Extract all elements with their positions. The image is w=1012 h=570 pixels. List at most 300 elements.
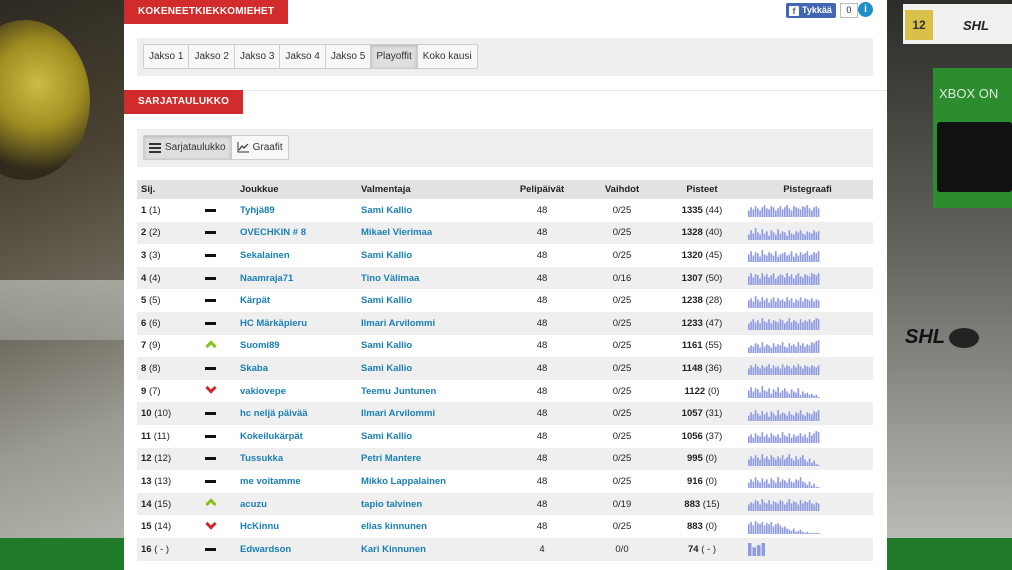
view-tab-0[interactable] xyxy=(143,135,232,160)
sparkline-bar xyxy=(813,396,815,398)
coach-link[interactable]: Sami Kallio xyxy=(361,340,413,352)
sparkline-bar xyxy=(813,484,815,488)
sparkline-bar xyxy=(753,458,755,466)
table-row[interactable] xyxy=(137,425,873,448)
view-tab-1[interactable] xyxy=(231,135,289,160)
sparkline-bar xyxy=(818,209,820,218)
sparkline-bar xyxy=(804,501,806,511)
column-header-trend xyxy=(199,180,236,199)
trades-cell: 0/25 xyxy=(582,470,662,493)
sparkline-bar xyxy=(804,394,806,398)
column-header-points[interactable]: Pisteet xyxy=(662,180,742,199)
sparkline-bar xyxy=(748,483,750,488)
table-row[interactable] xyxy=(137,538,873,561)
points-sparkline xyxy=(748,271,820,285)
trend-same-icon xyxy=(205,277,216,280)
team-link[interactable]: acuzu xyxy=(240,498,267,510)
coach-link[interactable]: Ilmari Arvilommi xyxy=(361,317,436,329)
rank-cell xyxy=(137,470,199,493)
rank: 8 xyxy=(141,362,147,374)
game-days-cell: 48 xyxy=(502,289,582,312)
sparkline-bar xyxy=(766,344,768,353)
points-sparkline xyxy=(748,294,820,308)
sparkline-bar xyxy=(811,273,813,285)
sparkline-bar xyxy=(804,274,806,285)
table-row[interactable] xyxy=(137,515,873,538)
sparkline-bar xyxy=(757,545,761,556)
sparkline-bar xyxy=(784,232,786,240)
sparkline-bar xyxy=(816,487,818,488)
column-header-team[interactable]: Joukkue xyxy=(236,180,357,199)
game-days-cell: 48 xyxy=(502,335,582,358)
previous-rank: (8) xyxy=(148,362,161,374)
team-link[interactable]: Tussukka xyxy=(240,453,284,465)
table-row[interactable] xyxy=(137,289,873,312)
table-row[interactable] xyxy=(137,493,873,516)
sparkline-bar xyxy=(755,296,757,308)
sparkline-bar xyxy=(791,482,793,489)
sparkline-bar xyxy=(753,548,757,557)
sparkline-bar xyxy=(807,231,809,240)
team-link[interactable]: Sekalainen xyxy=(240,249,290,261)
sparkline-bar xyxy=(818,410,820,421)
sparkline-bar xyxy=(793,415,795,420)
period-tab-4[interactable]: Jakso 5 xyxy=(325,44,371,69)
column-header-coach[interactable]: Valmentaja xyxy=(357,180,502,199)
sparkline-bar xyxy=(804,298,806,308)
sparkline-bar xyxy=(768,438,770,443)
sparkline-bar xyxy=(813,460,815,465)
sparkline-bar xyxy=(818,503,820,511)
sparkline-bar xyxy=(791,345,793,353)
points: 1233 xyxy=(681,317,703,329)
sparkline-bar xyxy=(807,252,809,263)
sparkline-bar xyxy=(816,254,818,263)
sparkline-bar xyxy=(807,485,809,488)
sparkline-bar xyxy=(809,256,811,263)
sparkline-bar xyxy=(777,298,779,308)
points: 883 xyxy=(684,498,701,510)
sparkline-bar xyxy=(807,393,809,398)
sparkline-bar xyxy=(795,437,797,444)
sparkline-bar xyxy=(793,366,795,376)
points: 1056 xyxy=(681,430,703,442)
sparkline-bar xyxy=(773,481,775,489)
sparkline-bar xyxy=(766,256,768,263)
coach-link[interactable]: Ilmari Arvilommi xyxy=(361,408,436,420)
sparkline-bar xyxy=(750,412,752,421)
coach-cell xyxy=(357,380,502,403)
team-cell xyxy=(236,402,357,425)
sparkline-bar xyxy=(802,392,804,399)
coach-link[interactable]: Sami Kallio xyxy=(361,204,413,216)
points-sparkline xyxy=(748,474,820,488)
facebook-like-label: Tykkää xyxy=(802,5,832,15)
sparkline-bar xyxy=(816,318,818,330)
sparkline-bar xyxy=(786,366,788,376)
points-sparkline xyxy=(748,542,820,556)
coach-link[interactable]: tapio talvinen xyxy=(361,498,423,510)
trend-cell xyxy=(199,199,236,222)
sparkline-bar xyxy=(807,299,809,308)
sparkline-bar xyxy=(811,323,813,331)
sparkline-bar xyxy=(813,505,815,512)
coach-link[interactable]: Kari Kinnunen xyxy=(361,543,426,555)
trend-same-icon xyxy=(205,231,216,234)
team-link[interactable]: Edwardson xyxy=(240,543,292,555)
team-link[interactable]: HcKinnu xyxy=(240,521,280,533)
sparkline-bar xyxy=(786,528,788,533)
table-row[interactable] xyxy=(137,470,873,493)
sparkline-bar xyxy=(800,253,802,263)
sparkline-bar xyxy=(748,543,752,556)
sparkline-bar xyxy=(768,500,770,511)
column-header-game-days[interactable]: Pelipäivät xyxy=(502,180,582,199)
coach-link[interactable]: Sami Kallio xyxy=(361,430,413,442)
coach-cell xyxy=(357,335,502,358)
sparkline-bar xyxy=(764,525,766,534)
sparkline-bar xyxy=(748,459,750,466)
sparkline-bar xyxy=(777,344,779,353)
team-link[interactable]: hc neljä päivää xyxy=(240,408,308,420)
sparkline-bar xyxy=(809,209,811,218)
table-row[interactable] xyxy=(137,380,873,403)
coach-cell xyxy=(357,515,502,538)
sparkline-bar xyxy=(755,343,757,353)
sparkline-bar xyxy=(793,234,795,239)
sparkline-bar xyxy=(802,323,804,331)
sparkline-bar xyxy=(816,206,818,217)
sparkline-bar xyxy=(809,395,811,398)
rank: 16 xyxy=(141,543,152,555)
sparkline-bar xyxy=(782,231,784,240)
coach-link[interactable]: Sami Kallio xyxy=(361,249,413,261)
sparkline-bar xyxy=(782,342,784,353)
sparkline-bar xyxy=(786,437,788,444)
points: 916 xyxy=(686,475,703,487)
rank-cell xyxy=(137,267,199,290)
sparkline-bar xyxy=(789,300,791,308)
sparkline-bar xyxy=(775,252,777,263)
team-cell xyxy=(236,199,357,222)
team-cell xyxy=(236,267,357,290)
last-points: (50) xyxy=(705,272,723,284)
sparkline-bar xyxy=(764,437,766,444)
points-graph-cell xyxy=(742,289,873,312)
table-row[interactable] xyxy=(137,267,873,290)
previous-rank: (9) xyxy=(148,340,161,352)
rank-cell xyxy=(137,357,199,380)
points: 883 xyxy=(686,521,703,533)
points-sparkline xyxy=(748,316,820,330)
advertisement-xbox[interactable] xyxy=(933,68,1012,208)
info-icon[interactable]: i xyxy=(858,2,873,17)
sparkline-bar xyxy=(762,297,764,308)
sparkline-bar xyxy=(786,273,788,285)
sparkline-bar xyxy=(784,346,786,353)
table-row[interactable] xyxy=(137,222,873,245)
trend-cell xyxy=(199,402,236,425)
points: 1307 xyxy=(681,272,703,284)
column-header-trades[interactable]: Vaihdot xyxy=(582,180,662,199)
sparkline-bar xyxy=(798,459,800,466)
sparkline-bar xyxy=(777,410,779,421)
sparkline-bar xyxy=(766,523,768,534)
sparkline-bar xyxy=(798,530,800,533)
table-row[interactable] xyxy=(137,312,873,335)
sparkline-bar xyxy=(757,254,759,263)
sparkline-bar xyxy=(753,256,755,263)
table-row[interactable] xyxy=(137,448,873,471)
sparkline-bar xyxy=(771,254,773,263)
points-cell xyxy=(662,493,742,516)
sparkline-bar xyxy=(768,302,770,307)
trend-down-icon xyxy=(205,518,216,529)
sparkline-bar xyxy=(755,365,757,376)
sparkline-bar xyxy=(771,522,773,534)
sparkline-bar xyxy=(807,502,809,511)
trades-cell: 0/25 xyxy=(582,425,662,448)
sparkline-bar xyxy=(800,367,802,376)
sparkline-bar xyxy=(804,366,806,376)
sparkline-bar xyxy=(811,503,813,511)
sparkline-bar xyxy=(809,368,811,376)
table-row[interactable] xyxy=(137,244,873,267)
coach-link[interactable]: Teemu Juntunen xyxy=(361,385,437,397)
sparkline-bar xyxy=(802,369,804,376)
trend-cell xyxy=(199,357,236,380)
sparkline-bar xyxy=(768,459,770,466)
previous-rank: ( - ) xyxy=(154,543,169,555)
trend-same-icon xyxy=(205,457,216,460)
facebook-icon: f xyxy=(789,6,799,16)
period-tab-5[interactable]: Playoffit xyxy=(370,44,417,69)
sparkline-bar xyxy=(764,414,766,421)
sparkline-bar xyxy=(809,345,811,353)
rank-cell xyxy=(137,335,199,358)
sparkline-bar xyxy=(777,523,779,534)
period-tab-1[interactable]: Jakso 2 xyxy=(188,44,234,69)
sparkline-bar xyxy=(757,481,759,489)
sparkline-bar xyxy=(804,415,806,420)
column-header-rank[interactable]: Sij. xyxy=(137,180,199,199)
table-row[interactable] xyxy=(137,402,873,425)
game-days-cell: 48 xyxy=(502,199,582,222)
sparkline-bar xyxy=(804,533,806,534)
sparkline-bar xyxy=(750,522,752,534)
table-row[interactable] xyxy=(137,357,873,380)
sparkline-bar xyxy=(818,366,820,376)
trend-cell xyxy=(199,448,236,471)
sparkline-bar xyxy=(775,279,777,286)
sparkline-bar xyxy=(771,479,773,489)
sparkline-bar xyxy=(800,276,802,285)
sparkline-bar xyxy=(759,483,761,488)
sparkline-bar xyxy=(786,256,788,263)
coach-link[interactable]: Tino Välimaa xyxy=(361,272,420,284)
game-days-cell: 48 xyxy=(502,222,582,245)
game-days-cell: 48 xyxy=(502,470,582,493)
coach-cell xyxy=(357,448,502,471)
team-link[interactable]: HC Märkäpieru xyxy=(240,317,308,329)
sparkline-bar xyxy=(802,343,804,353)
points-sparkline xyxy=(748,361,820,375)
sparkline-bar xyxy=(750,208,752,218)
sparkline-bar xyxy=(764,458,766,466)
sparkline-bar xyxy=(816,368,818,376)
sparkline-bar xyxy=(791,211,793,218)
sparkline-bar xyxy=(786,347,788,352)
points-cell xyxy=(662,402,742,425)
sparkline-bar xyxy=(764,390,766,398)
coach-link[interactable]: elias kinnunen xyxy=(361,521,427,533)
sparkline-bar xyxy=(753,414,755,421)
sparkline-bar xyxy=(773,232,775,240)
rank-cell xyxy=(137,380,199,403)
points-graph-cell xyxy=(742,515,873,538)
sparkline-bar xyxy=(809,300,811,308)
period-tab-3[interactable]: Jakso 4 xyxy=(279,44,325,69)
sparkline-bar xyxy=(768,345,770,353)
background-decoration xyxy=(0,20,90,180)
points-graph-cell xyxy=(742,425,873,448)
sparkline-bar xyxy=(791,369,793,376)
sparkline-bar xyxy=(816,275,818,285)
sparkline-bar xyxy=(766,456,768,466)
sparkline-bar xyxy=(784,388,786,398)
sparkline-bar xyxy=(793,321,795,331)
sparkline-bar xyxy=(753,368,755,376)
points: 1328 xyxy=(681,227,703,239)
sparkline-bar xyxy=(818,432,820,443)
team-link[interactable]: me voitamme xyxy=(240,475,301,487)
team-link[interactable]: Suomi89 xyxy=(240,340,280,352)
sparkline-bar xyxy=(789,394,791,398)
sparkline-bar xyxy=(795,456,797,466)
team-link[interactable]: Kokeilukärpät xyxy=(240,430,303,442)
sparkline-bar xyxy=(784,277,786,285)
sparkline-bar xyxy=(775,234,777,239)
sparkline-bar xyxy=(748,415,750,420)
sparkline-bar xyxy=(759,459,761,466)
period-tab-6[interactable]: Koko kausi xyxy=(417,44,478,69)
sparkline-bar xyxy=(802,301,804,308)
sparkline-bar xyxy=(766,298,768,308)
sparkline-bar xyxy=(750,273,752,285)
sparkline-bar xyxy=(750,435,752,444)
view-tab-label: Graafit xyxy=(252,142,283,153)
previous-rank: (3) xyxy=(148,249,161,261)
coach-link[interactable]: Petri Mantere xyxy=(361,453,422,465)
team-link[interactable]: Tyhjä89 xyxy=(240,204,275,216)
team-link[interactable]: OVECHKIN # 8 xyxy=(240,227,306,239)
sparkline-bar xyxy=(791,323,793,331)
team-link[interactable]: Naamraja71 xyxy=(240,272,294,284)
sparkline-bar xyxy=(775,392,777,399)
sparkline-bar xyxy=(795,393,797,398)
sparkline-bar xyxy=(771,411,773,421)
coach-cell xyxy=(357,402,502,425)
sparkline-bar xyxy=(800,345,802,353)
sparkline-bar xyxy=(748,437,750,444)
table-row[interactable] xyxy=(137,335,873,358)
sparkline-bar xyxy=(782,412,784,421)
table-row[interactable] xyxy=(137,199,873,222)
team-link[interactable]: vakiovepe xyxy=(240,385,286,397)
sparkline-bar xyxy=(759,234,761,239)
trend-cell xyxy=(199,470,236,493)
list-icon xyxy=(149,142,161,153)
facebook-like-button[interactable] xyxy=(786,3,836,18)
sparkline-bar xyxy=(800,319,802,330)
sparkline-bar xyxy=(762,229,764,240)
sparkline-bar xyxy=(786,297,788,308)
sparkline-bar xyxy=(755,500,757,511)
coach-link[interactable]: Mikko Lappalainen xyxy=(361,475,446,487)
sparkline-bar xyxy=(757,344,759,353)
period-tabs xyxy=(143,44,478,69)
last-points: ( - ) xyxy=(701,543,716,555)
points-cell xyxy=(662,244,742,267)
points-graph-cell xyxy=(742,402,873,425)
sparkline-bar xyxy=(753,482,755,489)
sparkline-bar xyxy=(795,299,797,308)
sparkline-bar xyxy=(753,438,755,443)
points-cell xyxy=(662,267,742,290)
sparkline-bar xyxy=(748,324,750,331)
sparkline-bar xyxy=(777,435,779,444)
sparkline-bar xyxy=(818,533,820,534)
sparkline-bar xyxy=(766,231,768,240)
sparkline-bar xyxy=(755,521,757,534)
sparkline-bar xyxy=(813,301,815,308)
advertisement-top[interactable] xyxy=(903,4,1012,44)
team-link[interactable]: Kärpät xyxy=(240,295,271,307)
sparkline-bar xyxy=(762,522,764,534)
sparkline-bar xyxy=(800,297,802,308)
sparkline-bar xyxy=(775,437,777,444)
trades-cell: 0/0 xyxy=(582,538,662,561)
sparkline-bar xyxy=(773,297,775,308)
trend-down-icon xyxy=(205,382,216,393)
sparkline-bar xyxy=(795,231,797,240)
rank-cell xyxy=(137,222,199,245)
last-points: (28) xyxy=(705,295,723,307)
sparkline-bar xyxy=(764,300,766,308)
sparkline-bar xyxy=(757,275,759,285)
sparkline-bar xyxy=(775,415,777,420)
sparkline-bar xyxy=(759,257,761,262)
coach-link[interactable]: Sami Kallio xyxy=(361,295,413,307)
sparkline-bar xyxy=(795,480,797,489)
coach-link[interactable]: Mikael Vierimaa xyxy=(361,227,433,239)
team-link[interactable]: Skaba xyxy=(240,362,268,374)
points-sparkline xyxy=(748,248,820,262)
trades-cell: 0/25 xyxy=(582,515,662,538)
sparkline-bar xyxy=(789,367,791,376)
sparkline-bar xyxy=(780,233,782,240)
period-tab-0[interactable]: Jakso 1 xyxy=(143,44,189,69)
points-graph-cell xyxy=(742,470,873,493)
last-points: (15) xyxy=(702,498,720,510)
sparkline-bar xyxy=(818,252,820,263)
sparkline-bar xyxy=(762,411,764,421)
sparkline-bar xyxy=(773,526,775,534)
points-sparkline xyxy=(748,429,820,443)
period-tab-2[interactable]: Jakso 3 xyxy=(234,44,280,69)
sparkline-bar xyxy=(786,236,788,240)
coach-link[interactable]: Sami Kallio xyxy=(361,362,413,374)
